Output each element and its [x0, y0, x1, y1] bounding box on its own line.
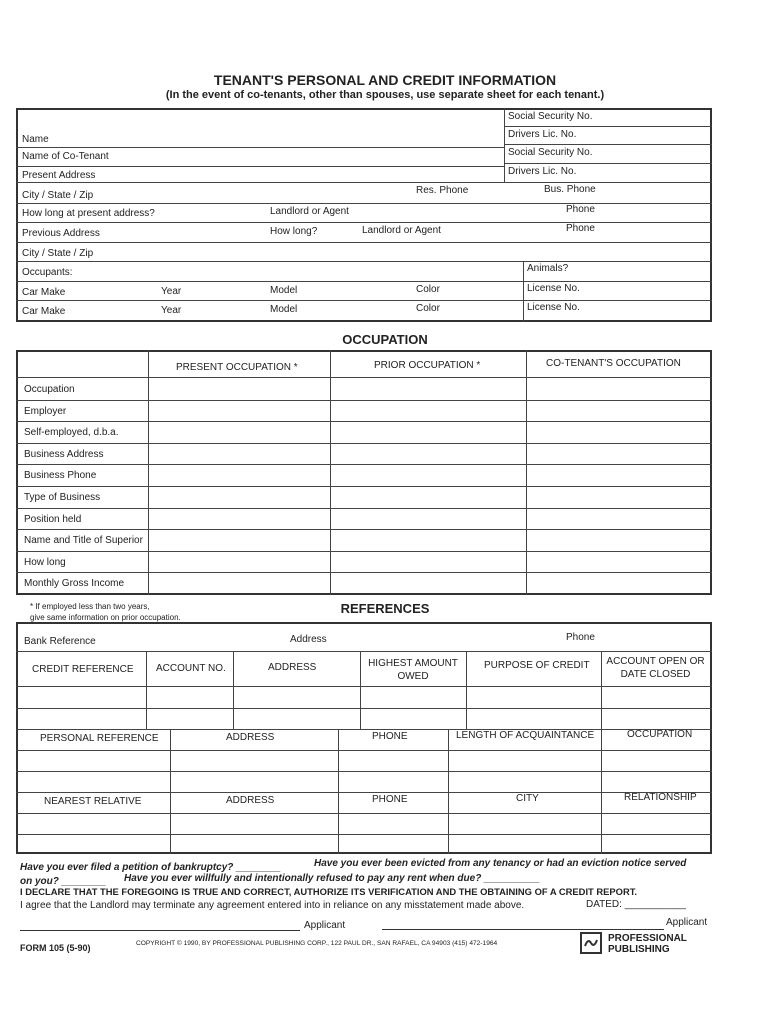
- occupation-row-label: Business Phone: [24, 470, 97, 481]
- occupation-row-divider: [16, 551, 712, 552]
- occupation-row-divider: [16, 400, 712, 401]
- bankruptcy-question: Have you ever filed a petition of bankruptcy? ________: [20, 862, 281, 873]
- logo-mark-icon: [582, 934, 600, 952]
- prev-city-state-zip-label: City / State / Zip: [22, 248, 94, 259]
- occupation-row-label: Monthly Gross Income: [24, 578, 125, 589]
- publisher-name-line1: PROFESSIONAL: [608, 933, 687, 944]
- occupation-row-divider: [16, 464, 712, 465]
- occupation-footnote-2: give same information on prior occupation.: [30, 613, 181, 622]
- copyright-notice: COPYRIGHT © 1990, BY PROFESSIONAL PUBLISHING CORP., 122 PAUL DR., SAN RAFAEL, CA 94903 (415) 472-1964: [136, 940, 498, 947]
- cotenant-name-field[interactable]: [110, 151, 504, 165]
- applicant-signature-left[interactable]: [20, 916, 304, 930]
- cotenant-occupation-header: CO-TENANT'S OCCUPATION: [546, 358, 681, 369]
- landlord-phone-label: Phone: [566, 204, 595, 215]
- bank-address-label: Address: [290, 634, 327, 645]
- purpose-of-credit-header: PURPOSE OF CREDIT: [484, 660, 590, 671]
- car-year-label: Year: [161, 286, 182, 297]
- occupation-row-divider: [16, 486, 712, 487]
- eviction-question: Have you ever been evicted from any tenancy or had an eviction notice served: [314, 858, 687, 869]
- bank-phone-label: Phone: [566, 632, 595, 643]
- prior-occupation-header: PRIOR OCCUPATION *: [374, 360, 481, 371]
- form-subtitle: (In the event of co-tenants, other than spouses, use separate sheet for each tenant.): [165, 89, 605, 101]
- bank-reference-label: Bank Reference: [24, 636, 96, 647]
- car-model-label: Model: [270, 285, 298, 296]
- eviction-question-cont: on you? ________: [20, 876, 107, 887]
- professional-publishing-logo: [580, 932, 602, 954]
- car2-make-label: Car Make: [22, 306, 66, 317]
- occupation-row-label: Business Address: [24, 449, 104, 460]
- how-long-present-label: How long at present address?: [22, 208, 155, 219]
- occupation-footnote: * If employed less than two years,: [30, 602, 150, 611]
- how-long-label: How long?: [270, 226, 318, 237]
- animals-label: Animals?: [527, 263, 569, 274]
- nearest-relative-header: NEAREST RELATIVE: [44, 796, 142, 807]
- res-phone-label: Res. Phone: [416, 185, 469, 196]
- occupation-row-label: Self-employed, d.b.a.: [24, 427, 119, 438]
- bus-phone-label: Bus. Phone: [544, 184, 596, 195]
- dated-field[interactable]: [630, 898, 714, 912]
- prev-landlord-phone-label: Phone: [566, 223, 595, 234]
- occupants-label: Occupants:: [22, 267, 73, 278]
- present-occupation-header: PRESENT OCCUPATION *: [176, 362, 298, 373]
- highest-amount-owed-header: HIGHEST AMOUNT OWED: [368, 658, 458, 682]
- car-make-label: Car Make: [22, 287, 66, 298]
- present-address-field[interactable]: [100, 169, 504, 183]
- occupation-row-divider: [16, 572, 712, 573]
- cotenant-name-label: Name of Co-Tenant: [22, 151, 109, 162]
- drivers-license-field[interactable]: [582, 129, 712, 143]
- personal-occupation-header: OCCUPATION: [627, 729, 693, 740]
- ssn-field[interactable]: [596, 111, 712, 125]
- occupants-field[interactable]: [80, 266, 520, 280]
- references-heading: REFERENCES: [340, 601, 430, 616]
- dated-label: DATED: ___________: [586, 899, 686, 910]
- occupation-row-divider: [16, 508, 712, 509]
- personal-phone-header: PHONE: [372, 731, 408, 742]
- acquaintance-length-header: LENGTH OF ACQUAINTANCE: [456, 730, 595, 741]
- cotenant-ssn-label: Social Security No.: [508, 147, 593, 158]
- relative-city-header: CITY: [516, 793, 539, 804]
- applicant-signature-label-right: Applicant: [666, 917, 708, 928]
- occupation-row-label: Type of Business: [24, 492, 101, 503]
- prev-landlord-agent-label: Landlord or Agent: [362, 225, 441, 236]
- car2-year-label: Year: [161, 305, 182, 316]
- name-field[interactable]: [60, 133, 504, 147]
- ssn-label: Social Security No.: [508, 111, 593, 122]
- occupation-row-divider: [16, 421, 712, 422]
- personal-reference-header: PERSONAL REFERENCE: [40, 733, 159, 744]
- occupation-row-label: Name and Title of Superior: [24, 535, 143, 546]
- name-label: Name: [22, 134, 49, 145]
- car2-license-label: License No.: [527, 302, 580, 313]
- publisher-name-line2: PUBLISHING: [608, 944, 670, 955]
- credit-reference-header: CREDIT REFERENCE: [32, 664, 134, 675]
- form-title: TENANT'S PERSONAL AND CREDIT INFORMATION: [213, 72, 557, 88]
- license-label: License No.: [527, 283, 580, 294]
- car2-color-label: Color: [416, 303, 440, 314]
- occupation-table: [16, 350, 712, 595]
- landlord-agent-label: Landlord or Agent: [270, 206, 349, 217]
- occupation-row-divider: [16, 529, 712, 530]
- applicant-signature-label-left: Applicant: [304, 920, 346, 931]
- relationship-header: RELATIONSHIP: [624, 792, 697, 803]
- occupation-row-label: Position held: [24, 514, 82, 525]
- account-no-header: ACCOUNT NO.: [156, 663, 226, 674]
- occupation-row-divider: [16, 443, 712, 444]
- city-state-zip-label: City / State / Zip: [22, 190, 94, 201]
- credit-address-header: ADDRESS: [268, 662, 317, 673]
- applicant-signature-right[interactable]: [382, 915, 668, 929]
- car2-model-label: Model: [270, 304, 298, 315]
- occupation-row-label: Occupation: [24, 384, 75, 395]
- drivers-license-label: Drivers Lic. No.: [508, 129, 577, 140]
- relative-address-header: ADDRESS: [226, 795, 275, 806]
- form-number: FORM 105 (5-90): [20, 943, 91, 953]
- refused-rent-question: Have you ever willfully and intentionally refused to pay any rent when due? __________: [124, 873, 540, 884]
- car-color-label: Color: [416, 284, 440, 295]
- present-address-label: Present Address: [22, 170, 96, 181]
- declaration-statement: I DECLARE THAT THE FOREGOING IS TRUE AND CORRECT, AUTHORIZE ITS VERIFICATION AND THE OBTAINING OF A CREDIT REPORT.: [20, 886, 638, 897]
- occupation-row-label: Employer: [24, 406, 67, 417]
- occupation-heading: OCCUPATION: [342, 332, 428, 347]
- cotenant-drivers-license-label: Drivers Lic. No.: [508, 166, 577, 177]
- account-open-header: ACCOUNT OPEN OR DATE CLOSED: [606, 656, 705, 680]
- relative-phone-header: PHONE: [372, 794, 408, 805]
- personal-address-header: ADDRESS: [226, 732, 275, 743]
- occupation-row-label: How long: [24, 557, 66, 568]
- previous-address-label: Previous Address: [22, 228, 100, 239]
- agreement-statement: I agree that the Landlord may terminate any agreement entered into in reliance on any misstatement made above.: [20, 900, 525, 911]
